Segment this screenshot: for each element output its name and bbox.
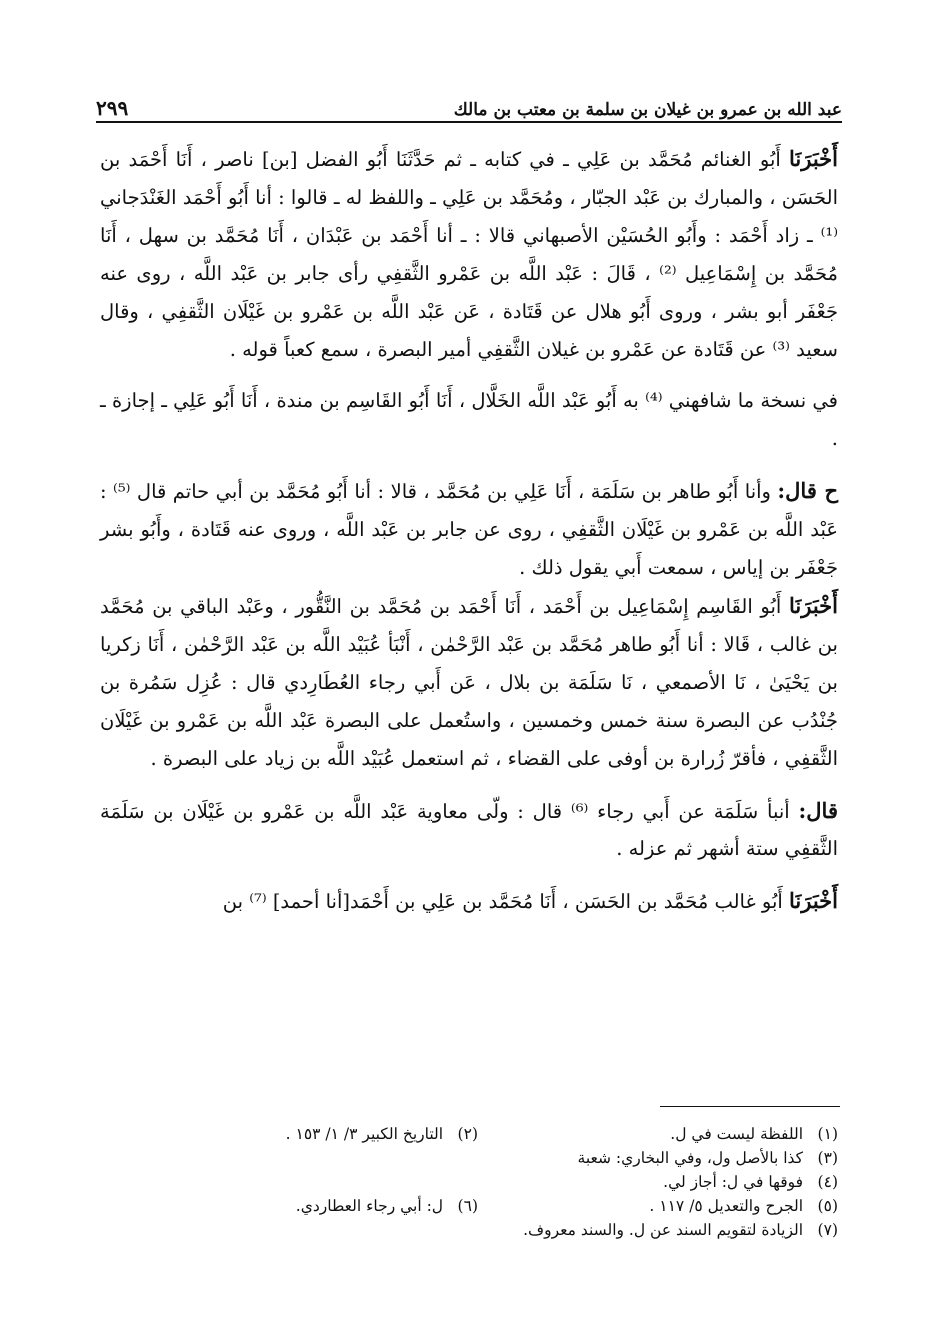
narration-keyword: أَخْبَرَنَا: [789, 592, 838, 618]
paragraph-text: أَبُو القَاسِم إِسْمَاعِيل بن أَحْمَد ، أَنَا أَحْمَد بن مُحَمَّد بن النَّقُّور ، وعَبْد الباقي بن مُحَمَّد بن غالب ، قَالا : أنا أَبُو طاهر مُحَمَّد بن عَبْد الرَّحْمٰن ، أَنْبَأ عُبَيْد اللَّه بن عَبْد الرَّحْمٰن ، أَنَا زكريا بن يَحْيَىٰ ، نَا الأصمعي ، نَا سَلَمَة بن بلال ، عَن أَبي رجاء العُطَارِدي قال : عُزِل سَمُرة بن جُنْدُب عن البصرة سنة خمس وخمسين ، واستُعمل على البصرة عَبْد اللَّه بن عَمْرو بن غَيْلَان الثَّقفِي ، فأقرّ زُرارة بن أوفى على القضاء ، ثم استعمل عُبَيْد اللَّه بن زياد على البصرة .: [100, 594, 838, 770]
footnote-number: (٥): [817, 1197, 838, 1215]
narration-keyword: قال:: [798, 797, 838, 823]
footnote-text: فوقها في ل: أجاز لي.: [663, 1173, 804, 1191]
footnote-number: (٦): [457, 1197, 478, 1215]
narration-keyword: أَخْبَرَنَا: [789, 888, 838, 914]
paragraph: [100, 140, 838, 368]
footnote-text: الجرح والتعديل ٥/ ١١٧ .: [649, 1197, 804, 1215]
footnote: [100, 1170, 838, 1194]
footnote-text: ل: أبي رجاء العطاردي.: [295, 1197, 444, 1215]
footnote-row: [100, 1170, 838, 1194]
footnote-row: [100, 1218, 838, 1242]
footnote-rule: [660, 1106, 840, 1107]
footnote: [118, 1122, 478, 1146]
page-number: ٢٩٩: [96, 96, 129, 120]
footnote: [478, 1194, 838, 1218]
paragraph-text: أَبُو غالب مُحَمَّد بن الحَسَن ، أَنَا مُحَمَّد بن عَلِي بن أَحْمَد[أنا أحمد] ⁽⁷⁾ بن: [222, 890, 790, 914]
paragraph-text: في نسخة ما شافهني ⁽⁴⁾ به أَبُو عَبْد اللَّه الخَلَّال ، أَنَا أَبُو القَاسِم بن مندة ، أَنَا أَبُو عَلِي ـ إجازة ـ .: [100, 389, 838, 451]
footnote-number: (٢): [457, 1125, 478, 1143]
paragraph-text: أَبُو الغنائم مُحَمَّد بن عَلِي ـ في كتابه ـ ثم حَدَّثَنَا أَبُو الفضل [بن] ناصر ، أَنَا أَحْمَد بن الحَسَن ، والمبارك بن عَبْد الجبّار ، ومُحَمَّد بن عَلِي ـ واللفظ له ـ قالوا : أنا أَبُو أَحْمَد الغَنْدَجاني ⁽¹⁾ ـ زاد أَحْمَد : وأَبُو الحُسَيْن الأصبهاني قالا : ـ أنا أَحْمَد بن عَبْدَان ، أَنَا مُحَمَّد بن سهل ، أَنَا مُحَمَّد بن إِسْمَاعِيل ⁽²⁾ ، قَالَ : عَبْد اللَّه بن عَمْرو الثَّقفِي رأى جابر بن عَبْد اللَّه ، روى عنه جَعْفَر أبو بشر ، وروى أَبُو هلال عن قَتَادة ، عَن عَبْد اللَّه بن عَمْرو بن غَيْلَان الثَّقفِي ، وقال سعيد ⁽³⁾ عن قَتَادة عن عَمْرو بن غيلان الثَّقفِي أمير البصرة ، سمع كعباً قوله .: [100, 148, 838, 361]
footnote-text: التاريخ الكبير ٣/ ١/ ١٥٣ .: [285, 1125, 444, 1143]
footnote-text: الزيادة لتقويم السند عن ل. والسند معروف.: [523, 1221, 804, 1239]
footnote-row: [100, 1122, 838, 1146]
footnote-text: كذا بالأصل ول، وفي البخاري: شعبة: [577, 1149, 804, 1167]
footnote-row: [100, 1194, 838, 1218]
running-title: عبد الله بن عمرو بن غيلان بن سلمة بن معتب بن مالك: [453, 100, 842, 120]
paragraph: [100, 882, 838, 921]
footnote: [118, 1194, 478, 1218]
paragraph-text: وأنا أَبُو طاهر بن سَلَمَة ، أَنَا عَلِي بن مُحَمَّد ، قالا : أنا أَبُو مُحَمَّد بن أبي حاتم قال ⁽⁵⁾ : عَبْد اللَّه بن عَمْرو بن غَيْلَان الثَّقفِي ، روى عن جابر بن عَبْد اللَّه ، وروى عنه قَتَادة ، وأَبُو بشر جَعْفَر بن إياس ، سمعت أَبي يقول ذلك .: [100, 480, 838, 580]
paragraph: [100, 792, 838, 869]
paragraph: [100, 587, 838, 778]
footnote-number: (١): [817, 1125, 838, 1143]
paragraph: [100, 472, 838, 587]
header-rule: [96, 121, 842, 123]
paragraph: [100, 382, 838, 458]
footnote-text: اللفظة ليست في ل.: [670, 1125, 804, 1143]
main-text: [100, 140, 838, 921]
narration-keyword: ح قال:: [777, 478, 838, 504]
footnote-number: (٣): [817, 1149, 838, 1167]
footnote-number: (٤): [817, 1173, 838, 1191]
footnote-number: (٧): [817, 1221, 838, 1239]
footnote: [100, 1218, 838, 1242]
footnote-row: [100, 1146, 838, 1170]
page-header: [96, 86, 842, 120]
footnotes: [100, 1122, 838, 1242]
footnote: [100, 1146, 838, 1170]
paragraph-text: أنبأ سَلَمَة عن أَبي رجاء ⁽⁶⁾ قال : ولّى معاوية عَبْد اللَّه بن عَمْرو بن غَيْلَان بن سَلَمَة الثَّقفِي ستة أشهر ثم عزله .: [100, 799, 838, 861]
footnote: [478, 1122, 838, 1146]
narration-keyword: أَخْبَرَنَا: [789, 146, 838, 171]
